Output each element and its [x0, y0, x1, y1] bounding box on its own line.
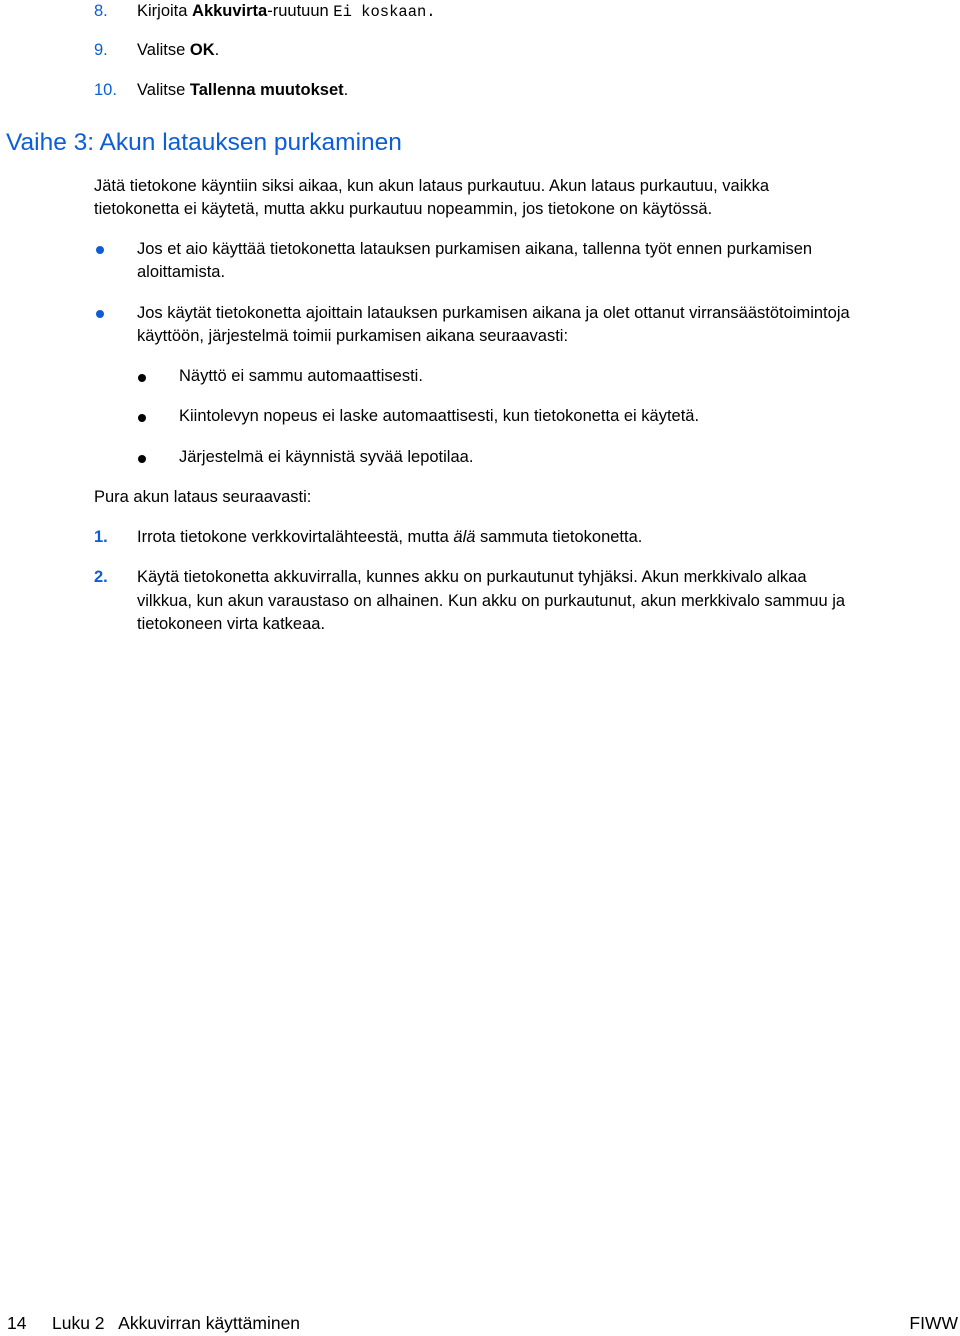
step-number: 9. — [94, 41, 108, 59]
step-number: 2. — [94, 568, 108, 586]
bullet-icon — [96, 310, 104, 318]
step-number: 10. — [94, 81, 117, 99]
bullet-icon — [96, 246, 104, 254]
step-text: Irrota tietokone verkkovirtalähteestä, mutta älä sammuta tietokonetta. — [137, 528, 643, 546]
chapter-title: Luku 2 Akkuvirran käyttäminen — [52, 1313, 301, 1333]
intro-line-2: tietokonetta ei käytetä, mutta akku purkautuu nopeammin, jos tietokone on käytössä. — [94, 200, 713, 218]
page-number: 14 — [7, 1313, 27, 1333]
step-line-2: vilkkua, kun akun varaustaso on alhainen. Kun akku on purkautunut, akun merkkivalo sammuu ja — [137, 592, 846, 610]
step-number: 1. — [94, 528, 108, 546]
bullet-line-2: aloittamista. — [137, 263, 226, 281]
bullet-line-1: Jos käytät tietokonetta ajoittain latauksen purkamisen aikana ja olet ottanut virransäästötoimintoja — [137, 304, 850, 322]
procedure-intro: Pura akun lataus seuraavasti: — [94, 488, 312, 506]
bullet-line-1: Jos et aio käyttää tietokonetta latauksen purkamisen aikana, tallenna työt ennen purkamisen — [137, 240, 813, 258]
sub-bullet-text: Kiintolevyn nopeus ei laske automaattisesti, kun tietokonetta ei käytetä. — [179, 407, 700, 425]
step-line-3: tietokoneen virta katkeaa. — [137, 615, 326, 633]
bullet-icon — [138, 455, 146, 463]
sub-bullet-text: Näyttö ei sammu automaattisesti. — [179, 367, 423, 385]
step-text: Valitse Tallenna muutokset. — [137, 81, 349, 99]
bullet-icon — [138, 374, 146, 382]
bullet-icon — [138, 414, 146, 422]
sub-bullet-text: Järjestelmä ei käynnistä syvää lepotilaa. — [179, 448, 474, 466]
section-heading: Vaihe 3: Akun latauksen purkaminen — [6, 129, 402, 156]
step-text: Kirjoita Akkuvirta-ruutuun Ei koskaan. — [137, 2, 436, 21]
bullet-line-2: käyttöön, järjestelmä toimii purkamisen aikana seuraavasti: — [137, 327, 569, 345]
document-code: FIWW — [909, 1313, 958, 1333]
step-line-1: Käytä tietokonetta akkuvirralla, kunnes akku on purkautunut tyhjäksi. Akun merkkivalo alkaa — [137, 568, 807, 586]
intro-line-1: Jätä tietokone käyntiin siksi aikaa, kun akun lataus purkautuu. Akun lataus purkautuu, vaikka — [94, 177, 770, 195]
step-text: Valitse OK. — [137, 41, 220, 59]
step-number: 8. — [94, 2, 108, 20]
